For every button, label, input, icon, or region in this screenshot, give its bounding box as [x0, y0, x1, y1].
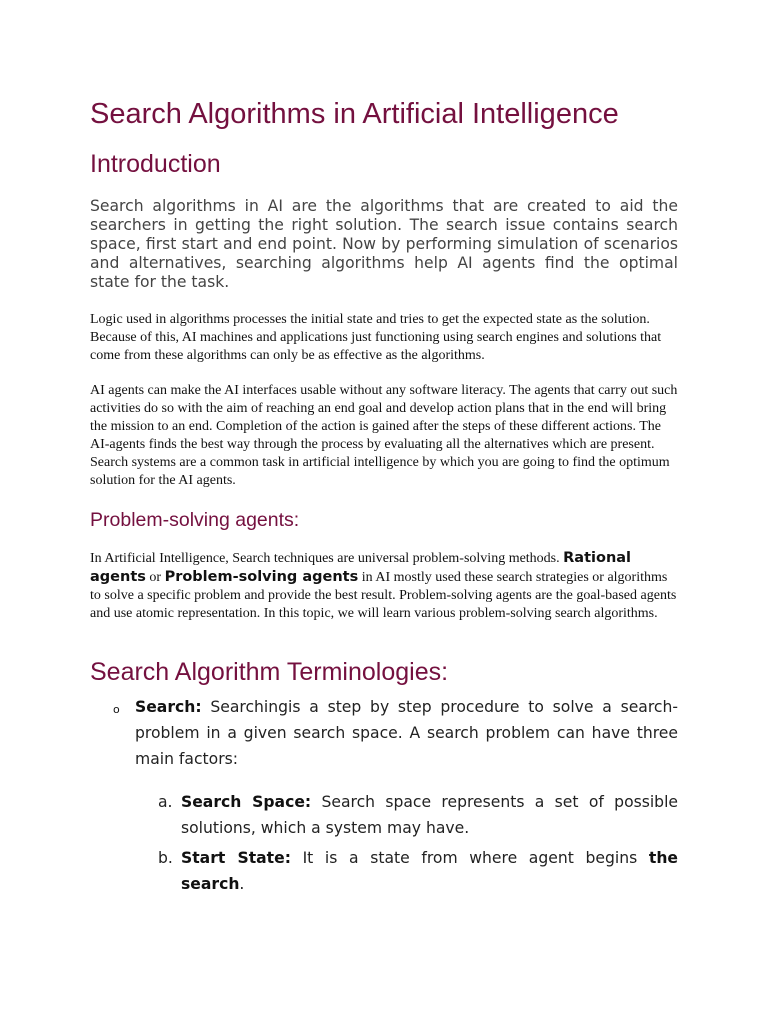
- search-space-term: Search Space:: [181, 793, 312, 811]
- paragraph-text: In Artificial Intelligence, Search techniques are universal problem-solving methods.: [90, 551, 564, 566]
- search-space-description: Search space represents a set of possible solutions, which a system may have.: [181, 793, 679, 837]
- search-term: Search:: [135, 698, 202, 716]
- problem-solving-heading: Problem-solving agents:: [90, 509, 300, 531]
- terminologies-heading: Search Algorithm Terminologies:: [90, 658, 449, 686]
- sentence-end: .: [239, 875, 245, 893]
- list-marker: a.: [158, 793, 173, 811]
- search-definition: [135, 694, 678, 772]
- rational-agents-bold: Rational agents: [90, 550, 632, 585]
- list-item: [158, 845, 678, 897]
- paragraph-text: in AI mostly used these search strategies or algorithms to solve a specific problem and provide the best result. Problem-solving agents are the goal-based agents and use atomic representation. In this topic, we will learn various problem-solving search algorithms.: [90, 570, 677, 621]
- ai-agents-paragraph: AI agents can make the AI interfaces usable without any software literacy. The agents that carry out such activities do so with the aim of reaching an end goal and develop action plans that in the end will bring the mission to an end. Completion of the action is gained after the steps of these different actions. The AI-agents finds the best way through the process by evaluating all the alternatives which are present. Search systems are a common task in artificial intelligence by which you are going to find the optimum solution for the AI agents.: [90, 383, 678, 488]
- search-space-definition: [181, 789, 678, 841]
- problem-solving-agents-bold: Problem-solving agents: [164, 569, 359, 585]
- list-item: [158, 789, 678, 841]
- start-state-description: It is a state from where agent begins: [290, 849, 649, 867]
- the-search-bold: the search: [181, 849, 678, 893]
- search-description: Searchingis a step by step procedure to solve a search-problem in a given search space. A search problem can have three main factors:: [135, 698, 678, 768]
- document-title: Search Algorithms in Artificial Intelligence: [90, 98, 619, 130]
- introduction-heading: Introduction: [90, 150, 221, 178]
- logic-paragraph: Logic used in algorithms processes the initial state and tries to get the expected state as the solution. Because of this, AI machines and applications just functioning using search engines and solutions that come from these algorithms can only be as effective as the algorithms.: [90, 312, 662, 363]
- document-page: [90, 0, 678, 1024]
- start-state-definition: [181, 845, 678, 897]
- list-marker: b.: [158, 849, 173, 867]
- problem-solving-paragraph: [90, 549, 678, 623]
- paragraph-text: or: [145, 570, 165, 585]
- intro-paragraph: Search algorithms in AI are the algorithms that are created to aid the searchers in getting the right solution. The search issue contains search space, first start and end point. Now by performing simulation of scenarios and alternatives, searching algorithms help AI agents find the optimal state for the task.: [90, 197, 678, 291]
- bullet-marker: o: [113, 703, 120, 716]
- start-state-term: Start State:: [181, 849, 291, 867]
